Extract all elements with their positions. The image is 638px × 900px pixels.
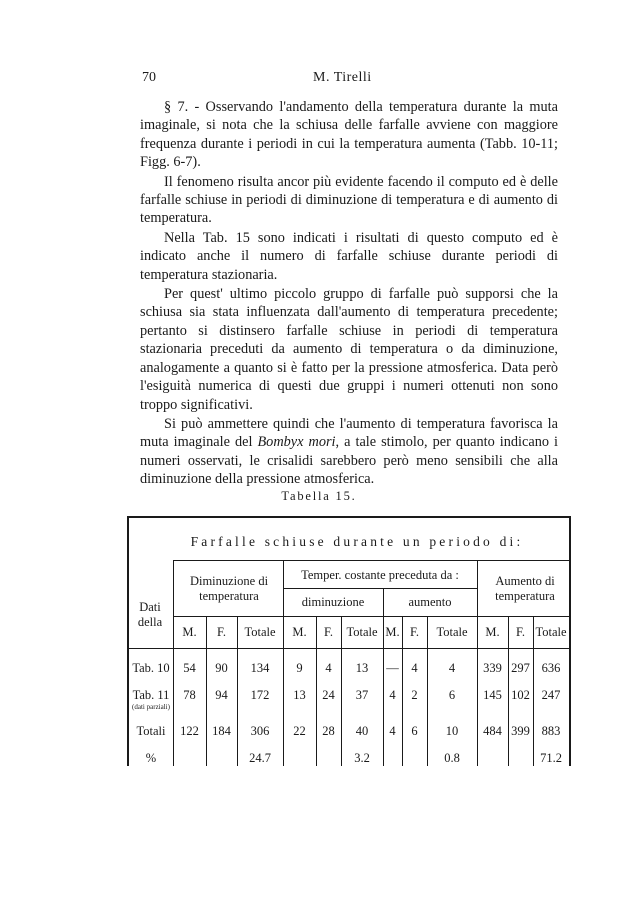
table-cell: 24.7: [249, 751, 271, 765]
table-cell: 184: [212, 724, 231, 738]
column-label: F.: [409, 625, 420, 639]
table-cell: 40: [355, 724, 369, 738]
column-label: Totale: [346, 625, 378, 639]
col-rule: [383, 588, 384, 766]
table-cell: 13: [293, 688, 306, 702]
table-cell: 78: [183, 688, 196, 702]
table-cell: 4: [325, 661, 332, 675]
paragraph-5: [140, 415, 558, 489]
span-header: Farfalle schiuse durante un periodo di:: [190, 534, 524, 549]
group-rule: [173, 616, 569, 617]
row-label: Totali: [136, 724, 166, 738]
row-label: Tab. 11: [132, 688, 170, 702]
paragraph-1: § 7. - Osservando l'andamento della temperatura durante la muta imaginale, si nota che la schiusa delle farfalle avviene con maggiore frequenza durante i periodi in cui la temperatura aumenta (Tabb. 10-11; Figg. 6-7).: [140, 99, 558, 171]
table-right-rule: [569, 516, 571, 766]
table-cell: —: [386, 661, 399, 675]
table-cell: 4: [411, 661, 418, 675]
table-cell: 37: [355, 688, 369, 702]
table-cell: 339: [483, 661, 502, 675]
table-cell: 28: [322, 724, 335, 738]
column-label: Totale: [436, 625, 468, 639]
body-text: [140, 98, 558, 490]
table-cell: 9: [296, 661, 303, 675]
span-rule: [173, 560, 569, 561]
table-top-rule: [127, 516, 571, 518]
table-caption: Tabella 15.: [281, 489, 357, 503]
paragraph-5-before: Si può ammettere quindi che l'aumento di temperatura favorisca la muta imaginale del: [140, 415, 558, 451]
column-label: M.: [385, 625, 400, 639]
column-label: M.: [292, 625, 307, 639]
column-label: Totale: [535, 625, 567, 639]
table-cell: 54: [183, 661, 196, 675]
table-cell: 399: [511, 724, 530, 738]
table-cell: 636: [541, 661, 561, 675]
table-cell: 2: [411, 688, 418, 702]
column-label: Totale: [244, 625, 276, 639]
table-cell: 134: [250, 661, 270, 675]
page-number: 70: [142, 70, 156, 85]
group-diminuzione: Diminuzione di temperatura: [189, 574, 269, 603]
table-cell: 484: [483, 724, 502, 738]
paragraph-2: Il fenomeno risulta ancor più evidente facendo il computo ed è delle farfalle schiuse in periodi di diminuzione di temperatura e di aumento di temperatura.: [140, 173, 558, 227]
group-temper-diminuzione: diminuzione: [301, 595, 365, 609]
temper-rule: [283, 588, 477, 589]
table-cell: 6: [411, 724, 418, 738]
row-sublabel: (dati parziali): [132, 703, 170, 711]
column-label: F.: [323, 625, 334, 639]
table-cell: 102: [511, 688, 530, 702]
table-cell: 145: [483, 688, 502, 702]
table-cell: 122: [180, 724, 199, 738]
paragraph-5-after: , a tale stimolo, per quanto indicano i numeri osservati, le crisalidi sarebbero però meno sensibili che alla diminuzione della pressione atmosferica.: [140, 434, 558, 488]
row-header: Dati della: [137, 600, 163, 629]
table-cell: 306: [250, 724, 270, 738]
page-header: [140, 70, 498, 90]
table-cell: 297: [511, 661, 530, 675]
data-table: [127, 516, 571, 766]
paragraph-4: Per quest' ultimo piccolo gruppo di farfalle può supporsi che la schiusa sia stata influenzata dall'aumento di temperatura precedente; pertanto si distinsero farfalle schiuse in periodi di temperatura stazionaria preceduti da aumento di temperatura o da diminuzione, analogamente a quanto si è fatto per la pressione atmosferica. Data però l'esiguità numerica di questi due gruppi i numeri ottenuti non sono troppo significativi.: [140, 286, 558, 413]
column-label: M.: [485, 625, 500, 639]
table-cell: 883: [541, 724, 561, 738]
table-cell: 94: [215, 688, 228, 702]
paragraph-3: Nella Tab. 15 sono indicati i risultati di questo computo ed è indicato anche il numero di farfalle schiuse durante periodi di temperatura stazionaria.: [140, 229, 558, 283]
table-cell: 247: [541, 688, 561, 702]
table-cell: 0.8: [444, 751, 460, 765]
table-cell: 4: [448, 661, 456, 675]
row-label: %: [145, 751, 157, 765]
column-label: F.: [515, 625, 526, 639]
table-cell: 90: [215, 661, 228, 675]
header-bottom-rule: [129, 648, 569, 649]
table-cell: 3.2: [354, 751, 370, 765]
table-cell: 10: [445, 724, 459, 738]
table-cell: 13: [355, 661, 369, 675]
table-cell: 4: [389, 724, 396, 738]
species-name: Bombyx mori: [257, 434, 336, 451]
column-label: F.: [216, 625, 227, 639]
table-cell: 71.2: [540, 751, 562, 765]
table-cell: 4: [389, 688, 396, 702]
running-head: M. Tirelli: [313, 70, 372, 85]
column-label: M.: [182, 625, 197, 639]
table-cell: 6: [448, 688, 456, 702]
table-cell: 22: [293, 724, 306, 738]
table-cell: 172: [250, 688, 270, 702]
row-label: Tab. 10: [132, 661, 170, 675]
table-cell: 24: [322, 688, 335, 702]
group-temper-aumento: aumento: [408, 595, 452, 609]
group-temper: Temper. costante preceduta da :: [301, 568, 459, 582]
group-aumento: Aumento di temperatura: [495, 574, 555, 603]
